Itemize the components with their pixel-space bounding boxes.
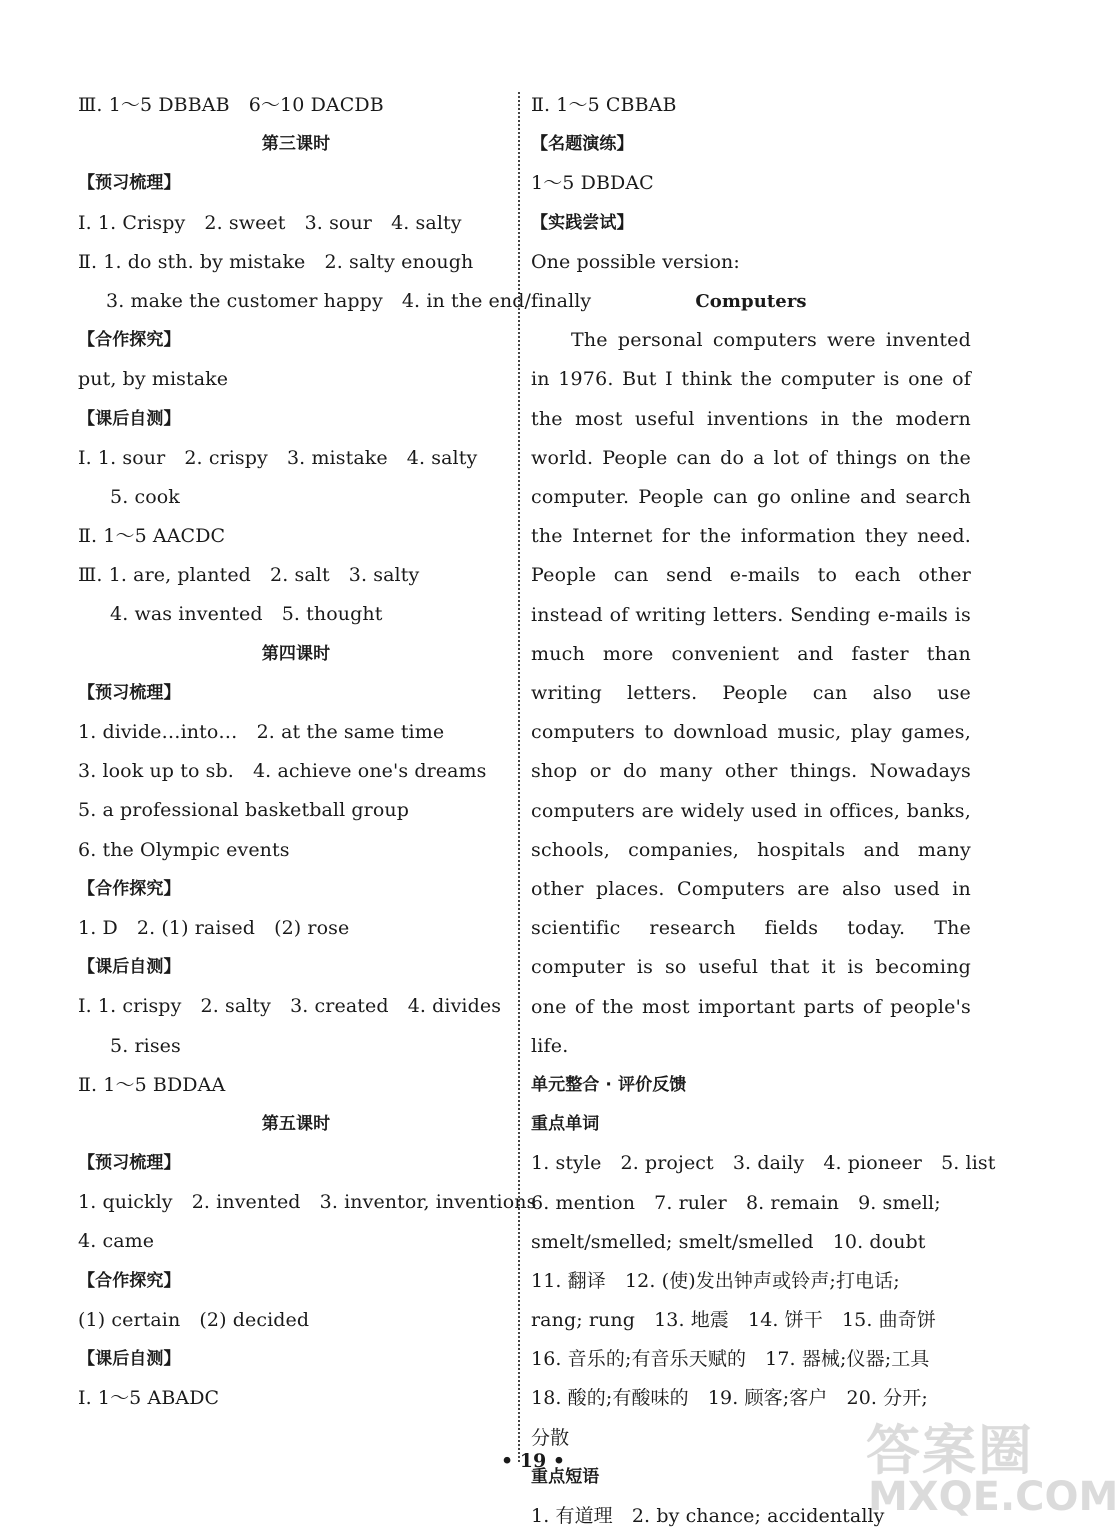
essay-title: Computers bbox=[695, 290, 807, 312]
section-heading: 【课后自测】 bbox=[78, 1349, 181, 1369]
unit-heading: 单元整合 · 评价反馈 bbox=[531, 1074, 687, 1095]
answer-line: 6. mention 7. ruler 8. remain 9. smell; bbox=[531, 1191, 941, 1214]
watermark-logo bbox=[866, 1408, 1118, 1528]
essay-paragraph: The personal computers were invented in 1976. But I think the computer is one of the most useful inventions in the modern world. People can do a lot of things on the computer. People can go online and search the Internet for the information they need. People can send e-mails to each other instead of writing letters. Sending e-mails is much more convenient and faster than writing letters. People can also use computers to download music, play games, shop or do many other things. Nowadays computers are widely used in offices, banks, schools, companies, hospitals and many other places. Computers are also used in scientific research fields today. The computer is so useful that it is becoming one of the most important parts of people's life. bbox=[531, 329, 971, 1057]
answer-line: 3. look up to sb. 4. achieve one's dreams bbox=[78, 760, 487, 783]
answer-line: Ⅲ. 1. are, planted 2. salt 3. salty bbox=[78, 564, 420, 587]
section-heading: 【预习梳理】 bbox=[78, 682, 181, 703]
answer-line: 1. divide…into… 2. at the same time bbox=[78, 721, 445, 743]
answer-line: Ⅰ. 1. crispy 2. salty 3. created 4. divides bbox=[78, 995, 502, 1018]
answer-line: 18. 酸的;有酸味的 19. 顾客;客户 20. 分开; bbox=[531, 1387, 928, 1410]
section-heading: 【预习梳理】 bbox=[78, 173, 181, 194]
answer-line: Ⅲ. 1～5 DBBAB 6～10 DACDB bbox=[78, 94, 384, 116]
lesson-heading: 第三课时 bbox=[261, 134, 331, 155]
section-heading: 【课后自测】 bbox=[78, 957, 181, 978]
answer-line: 1～5 DBDAC bbox=[531, 172, 654, 195]
watermark-domain: MXQE.COM bbox=[868, 1474, 1118, 1520]
answer-line: 6. the Olympic events bbox=[78, 838, 290, 861]
answer-line: Ⅱ. 1～5 CBBAB bbox=[531, 94, 677, 116]
section-heading: 【课后自测】 bbox=[78, 408, 181, 429]
section-heading: 【名题演练】 bbox=[531, 134, 634, 155]
answer-line: Ⅱ. 1～5 AACDC bbox=[78, 525, 226, 548]
answer-line: One possible version: bbox=[531, 250, 740, 273]
answer-line: Ⅱ. 1. do sth. by mistake 2. salty enough bbox=[78, 250, 474, 273]
answer-line: 4. was invented 5. thought bbox=[110, 603, 383, 626]
section-heading: 【合作探究】 bbox=[78, 878, 181, 899]
page-number: • 19 • bbox=[501, 1450, 565, 1472]
answer-line: Ⅰ. 1～5 ABADC bbox=[78, 1387, 220, 1410]
answer-line: Ⅰ. 1. Crispy 2. sweet 3. sour 4. salty bbox=[78, 211, 462, 234]
answer-line: smelt/smelled; smelt/smelled 10. doubt bbox=[531, 1230, 926, 1253]
answer-line: 5. cook bbox=[110, 485, 180, 508]
answer-line: 11. 翻译 12. (使)发出钟声或铃声;打电话; bbox=[531, 1269, 900, 1292]
answer-line: 1. style 2. project 3. daily 4. pioneer 5. list bbox=[531, 1152, 996, 1175]
answer-line: 4. came bbox=[78, 1230, 155, 1253]
answer-line: 分散 bbox=[531, 1426, 570, 1449]
answer-line: 1. quickly 2. invented 3. inventor, inventions bbox=[78, 1191, 537, 1214]
answer-line: Ⅱ. 1～5 BDDAA bbox=[78, 1073, 226, 1096]
answer-line: 5. a professional basketball group bbox=[78, 799, 409, 822]
section-heading: 【合作探究】 bbox=[78, 330, 181, 351]
answer-line: 1. 有道理 2. by chance; accidentally bbox=[531, 1505, 885, 1528]
section-heading: 【预习梳理】 bbox=[78, 1153, 181, 1174]
answer-line: Ⅰ. 1. sour 2. crispy 3. mistake 4. salty bbox=[78, 446, 478, 469]
answer-line: 5. rises bbox=[110, 1034, 181, 1057]
answer-line: put, by mistake bbox=[78, 368, 229, 391]
answer-line: (1) certain (2) decided bbox=[78, 1308, 310, 1331]
answer-line: 16. 音乐的;有音乐天赋的 17. 器械;仪器;工具 bbox=[531, 1348, 930, 1371]
section-heading: 重点单词 bbox=[531, 1114, 600, 1135]
answer-line: rang; rung 13. 地震 14. 饼干 15. 曲奇饼 bbox=[531, 1309, 936, 1332]
answer-line: 3. make the customer happy 4. in the end/finally bbox=[106, 289, 592, 312]
section-heading: 【合作探究】 bbox=[78, 1270, 181, 1291]
section-heading: 【实践尝试】 bbox=[531, 212, 634, 233]
watermark-text: 答案圈 bbox=[866, 1419, 1034, 1482]
section-heading: 重点短语 bbox=[531, 1466, 600, 1487]
lesson-heading: 第五课时 bbox=[261, 1113, 331, 1134]
lesson-heading: 第四课时 bbox=[261, 643, 331, 664]
answer-line: 1. D 2. (1) raised (2) rose bbox=[78, 916, 350, 939]
